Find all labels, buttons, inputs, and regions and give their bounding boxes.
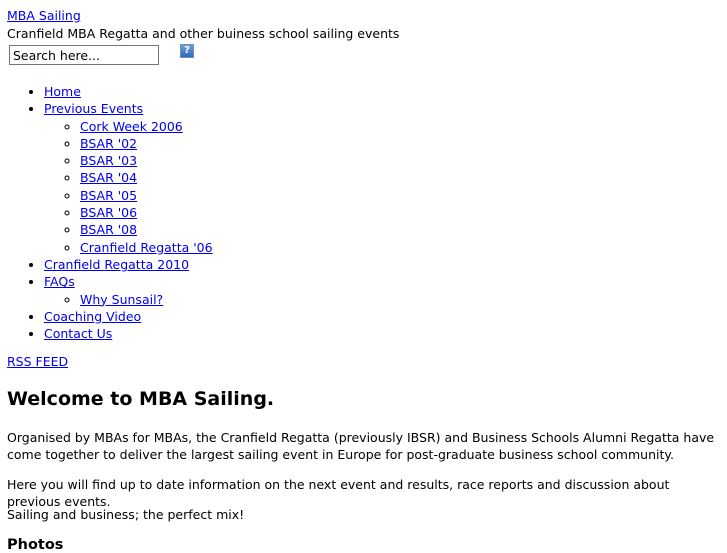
nav-item-contact-us [44, 325, 400, 342]
main-nav [0, 83, 400, 342]
search-button[interactable] [180, 44, 194, 58]
nav-link-cranfield-regatta-2010[interactable]: Cranfield Regatta 2010 [44, 256, 190, 272]
nav-item-coaching-video [44, 308, 400, 325]
site-tagline: Cranfield MBA Regatta and other buiness school sailing events [7, 26, 400, 41]
submenu-item [80, 221, 400, 238]
nav-list [0, 83, 400, 342]
submenu-item [80, 291, 400, 308]
search-input[interactable] [9, 45, 159, 65]
nav-link-bsar-02[interactable]: BSAR '02 [80, 135, 138, 151]
nav-link-bsar-05[interactable]: BSAR '05 [80, 187, 138, 203]
nav-link-previous-events[interactable]: Previous Events [44, 101, 144, 117]
nav-link-bsar-03[interactable]: BSAR '03 [80, 153, 138, 169]
intro-paragraph: Organised by MBAs for MBAs, the Cranfield Regatta (previously IBSR) and Business Schools Alumni Regatta have come together to deliver the largest sailing event in Europe for post-graduate business school community. [7, 430, 715, 462]
nav-link-coaching-video[interactable]: Coaching Video [44, 308, 142, 324]
nav-link-cranfield-regatta-06[interactable]: Cranfield Regatta '06 [80, 239, 213, 255]
nav-link-why-sunsail[interactable]: Why Sunsail? [80, 291, 164, 307]
nav-item-faqs [44, 273, 400, 308]
submenu-item [80, 118, 400, 135]
faqs-submenu [44, 291, 400, 308]
rss-feed-link[interactable]: RSS FEED [7, 354, 69, 369]
nav-link-bsar-06[interactable]: BSAR '06 [80, 205, 138, 221]
slogan-paragraph: Sailing and business; the perfect mix! [7, 507, 245, 522]
nav-item-cranfield-regatta-2010 [44, 256, 400, 273]
previous-events-submenu [44, 118, 400, 256]
help-icon: ? [184, 45, 190, 56]
page-heading: Welcome to MBA Sailing. [7, 388, 275, 410]
nav-item-home [44, 83, 400, 100]
nav-link-cork-week-2006[interactable]: Cork Week 2006 [80, 118, 183, 134]
submenu-item [80, 152, 400, 169]
info-paragraph: Here you will find up to date information on the next event and results, race reports and discussion about previous events. [7, 477, 670, 509]
nav-link-bsar-08[interactable]: BSAR '08 [80, 222, 138, 238]
submenu-item [80, 135, 400, 152]
nav-link-home[interactable]: Home [44, 84, 81, 99]
photos-heading: Photos [7, 537, 64, 553]
site-title-link[interactable]: MBA Sailing [7, 8, 81, 23]
submenu-item [80, 239, 400, 256]
submenu-item [80, 187, 400, 204]
nav-item-previous-events [44, 100, 400, 256]
nav-link-faqs[interactable]: FAQs [44, 274, 75, 290]
submenu-item [80, 204, 400, 221]
nav-link-bsar-04[interactable]: BSAR '04 [80, 170, 138, 186]
nav-link-contact-us[interactable]: Contact Us [44, 326, 113, 342]
submenu-item [80, 169, 400, 186]
